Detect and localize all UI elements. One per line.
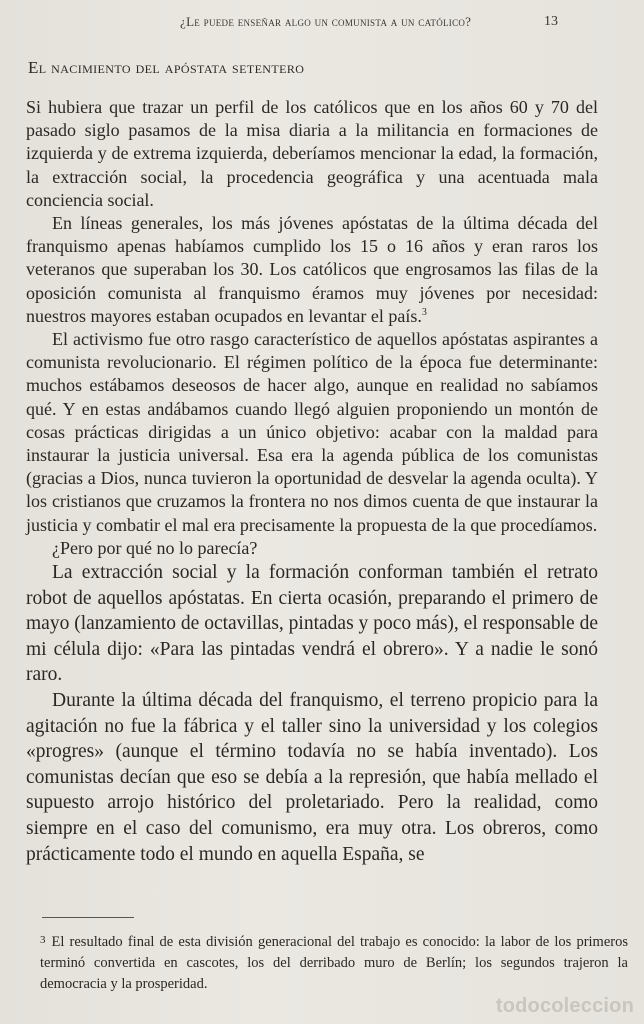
paragraph: ¿Pero por qué no lo parecía?: [52, 537, 258, 558]
paragraph: Durante la última década del franquismo, el terreno propicio para la agitación no fue la fábrica y el taller sino la universidad y los colegios «progres» (aunque el término todavía no se había inventado). Los comunistas decían que eso se debía a la represión, que había mellado el supuesto arrojo histórico del proletariado. Pero la realidad, como siempre en el caso del comunismo, era muy otra. Los obreros, como prácticamente todo el mundo en aquella España, se: [26, 690, 598, 865]
paragraph: El activismo fue otro rasgo característico de aquellos apóstatas aspirantes a comunista revolucionario. El régimen político de la época fue determinante: muchos estábamos deseosos de hacer algo, aunque en realidad no sabíamos qué. Y en estas andábamos cuando llegó alguien proponiendo un montón de cosas prácticas dirigidas a un único objetivo: acabar con la maldad para instaurar la justicia universal. Esa era la agenda pública de los comunistas (gracias a Dios, nunca tuvieron la oportunidad de desvelar la agenda oculta). Y los cristianos que cruzamos la frontera no nos dimos cuenta de que instaurar la justicia y combatir el mal era precisamente la propuesta de la que procedíamos.: [26, 329, 598, 535]
footnote-divider: [42, 917, 134, 918]
body-text: [26, 96, 598, 867]
footnote-mark: 3: [40, 934, 46, 946]
section-title: El nacimiento del apóstata setentero: [28, 58, 305, 77]
footnote: [40, 930, 628, 995]
footnote-text: El resultado final de esta división generacional del trabajo es conocido: la labor de los primeros terminó convertida en cascotes, los del derribado muro de Berlín; los segundos trajeron la democracia y la prosperidad.: [40, 934, 628, 992]
watermark: todocoleccion: [495, 995, 634, 1017]
paragraph: [26, 212, 598, 328]
paragraph: Si hubiera que trazar un perfil de los católicos que en los años 60 y 70 del pasado siglo pasamos de la misa diaria a la militancia en formaciones de izquierda y de extrema izquierda, deberíamos mencionar la edad, la formación, la extracción social, la procedencia geográfica y una acentuada mala conciencia social.: [26, 97, 598, 210]
paragraph-text: En líneas generales, los más jóvenes apóstatas de la última década del franquismo apenas habíamos cumplido los 15 o 16 años y eran raros los veteranos que superaban los 30. Los católicos que engrosamos las filas de la oposición comunista al franquismo éramos muy jóvenes por necesidad: nuestros mayores estaban ocupados en levantar el país.: [26, 213, 598, 326]
paragraph: La extracción social y la formación conforman también el retrato robot de aquellos apóstatas. En cierta ocasión, preparando el primero de mayo (lanzamiento de octavillas, pintadas y poco más), el responsable de mi célula dijo: «Para las pintadas vendrá el obrero». Y a nadie le sonó raro.: [26, 562, 598, 686]
page-number: 13: [544, 14, 558, 29]
running-head: ¿Le puede enseñar algo un comunista a un católico?: [180, 14, 472, 29]
footnote-reference: 3: [421, 306, 427, 318]
